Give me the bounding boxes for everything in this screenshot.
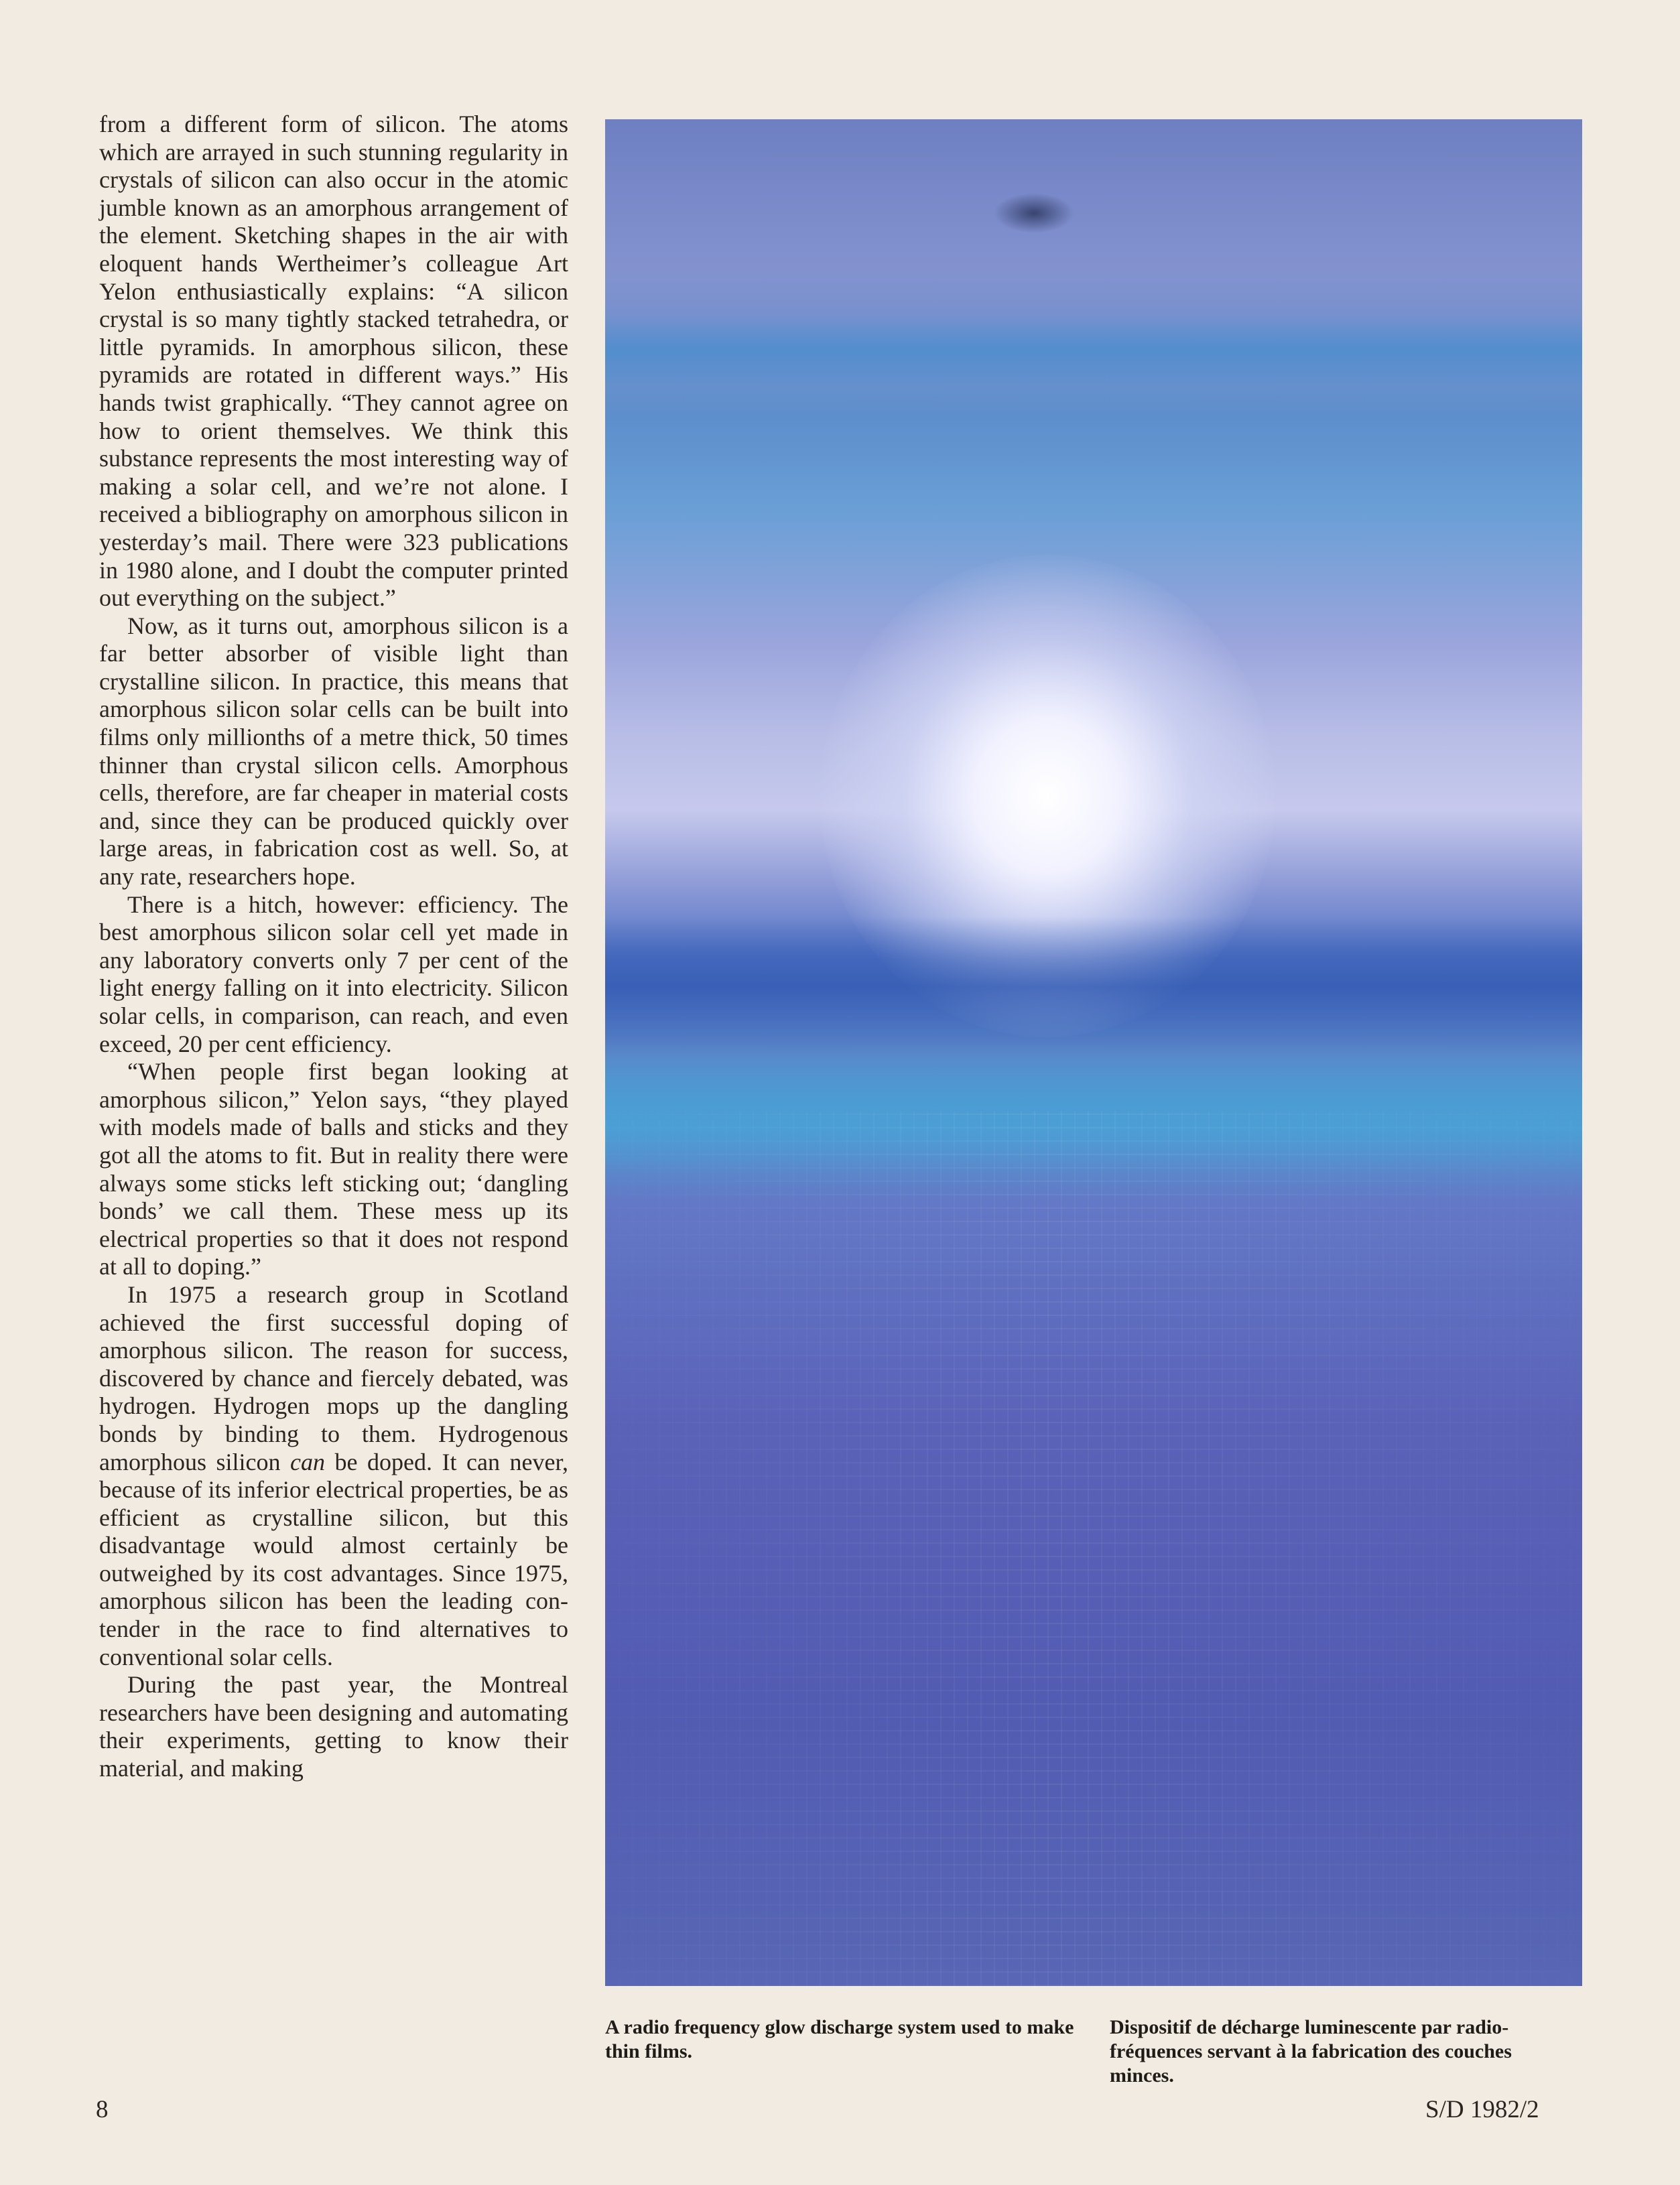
article-paragraph xyxy=(99,1281,568,1671)
photo-band xyxy=(605,917,1582,1057)
issue-label: S/D 1982/2 xyxy=(1425,2096,1539,2123)
article-paragraph: During the past year, the Montreal researchers have been designing and automating their experiments, getting to know their material, and making xyxy=(99,1671,568,1782)
article-column xyxy=(99,111,568,1783)
article-paragraph: There is a hitch, however: efficiency. The best amorphous silicon solar cell yet made in any laboratory converts only 7 per cent of the light energy falling on it into electricity. Silicon solar cells, in comparison, can reach, and even exceed, 20 per cent efficiency. xyxy=(99,890,568,1057)
article-paragraph: Now, as it turns out, amorphous silicon is a far better absorber of visible light than crystalline silicon. In practice, this means that amorphous silicon solar cells can be built into films only millionths of a metre thick, 50 times thinner than crystal silicon cells. Amorphous cells, therefore, are far cheaper in material costs and, since they can be produced quickly over large areas, in fabrication cost as well. So, at any rate, researchers hope. xyxy=(99,612,568,890)
article-paragraph: from a different form of silicon. The atoms which are arrayed in such stunning regularity in crystals of silicon can also occur in the atomic jumble known as an amorphous arrangement of the element. Sketching shapes in the air with eloquent hands Wertheimer’s colleague Art Yelon enthusiastically explains: “A silicon crystal is so many tightly stacked tetrahedra, or little pyramids. In amorphous silicon, these pyramids are rotated in different ways.” His hands twist graphically. “They cannot agree on how to orient themselves. We think this substance represents the most interesting way of making a solar cell, and we’re not alone. I received a bibliography on amorphous silicon in yesterday’s mail. There were 323 publications in 1980 alone, and I doubt the computer printed out everything on the subject.” xyxy=(99,111,568,612)
paragraph-text: be doped. It can never, because of its inferior electrical properties, be as efficient as crystalline silicon, but this disadvantage would almost certainly be outweighed by its cost advantages. Since 1975, amorphous silicon has been the leading contender in the race to find alternatives to conventional solar cells. xyxy=(99,1448,568,1670)
photo-caption-french: Dispositif de décharge luminescente par radiofréquences servant à la fabrication des couches minces. xyxy=(1110,2016,1512,2087)
page-number: 8 xyxy=(96,2096,109,2123)
glow-discharge-photo xyxy=(605,119,1582,1986)
photo-mesh xyxy=(605,1111,1582,1986)
article-paragraph: “When people first began looking at amorphous silicon,” Yelon says, “they played with models made of balls and sticks and they got all the atoms to fit. But in reality there were always some sticks left sticking out; ‘dangling bonds’ we call them. These mess up its electrical properties so that it does not respond at all to doping.” xyxy=(99,1058,568,1280)
photo-band xyxy=(605,314,1582,387)
photo-caption-english: A radio frequency glow discharge system used to make thin films. xyxy=(605,2016,1074,2062)
emphasis-text: can xyxy=(290,1448,325,1475)
paragraph-text: In 1975 a research group in Scotland achieved the first successful doping of amorphous silicon. The reason for success, discovered by chance and fiercely debated, was hydrogen. Hydrogen mops up the dangling bonds by binding to them. Hydrogenous amorphous silicon xyxy=(99,1280,568,1475)
photo-dark-spot xyxy=(994,193,1074,233)
